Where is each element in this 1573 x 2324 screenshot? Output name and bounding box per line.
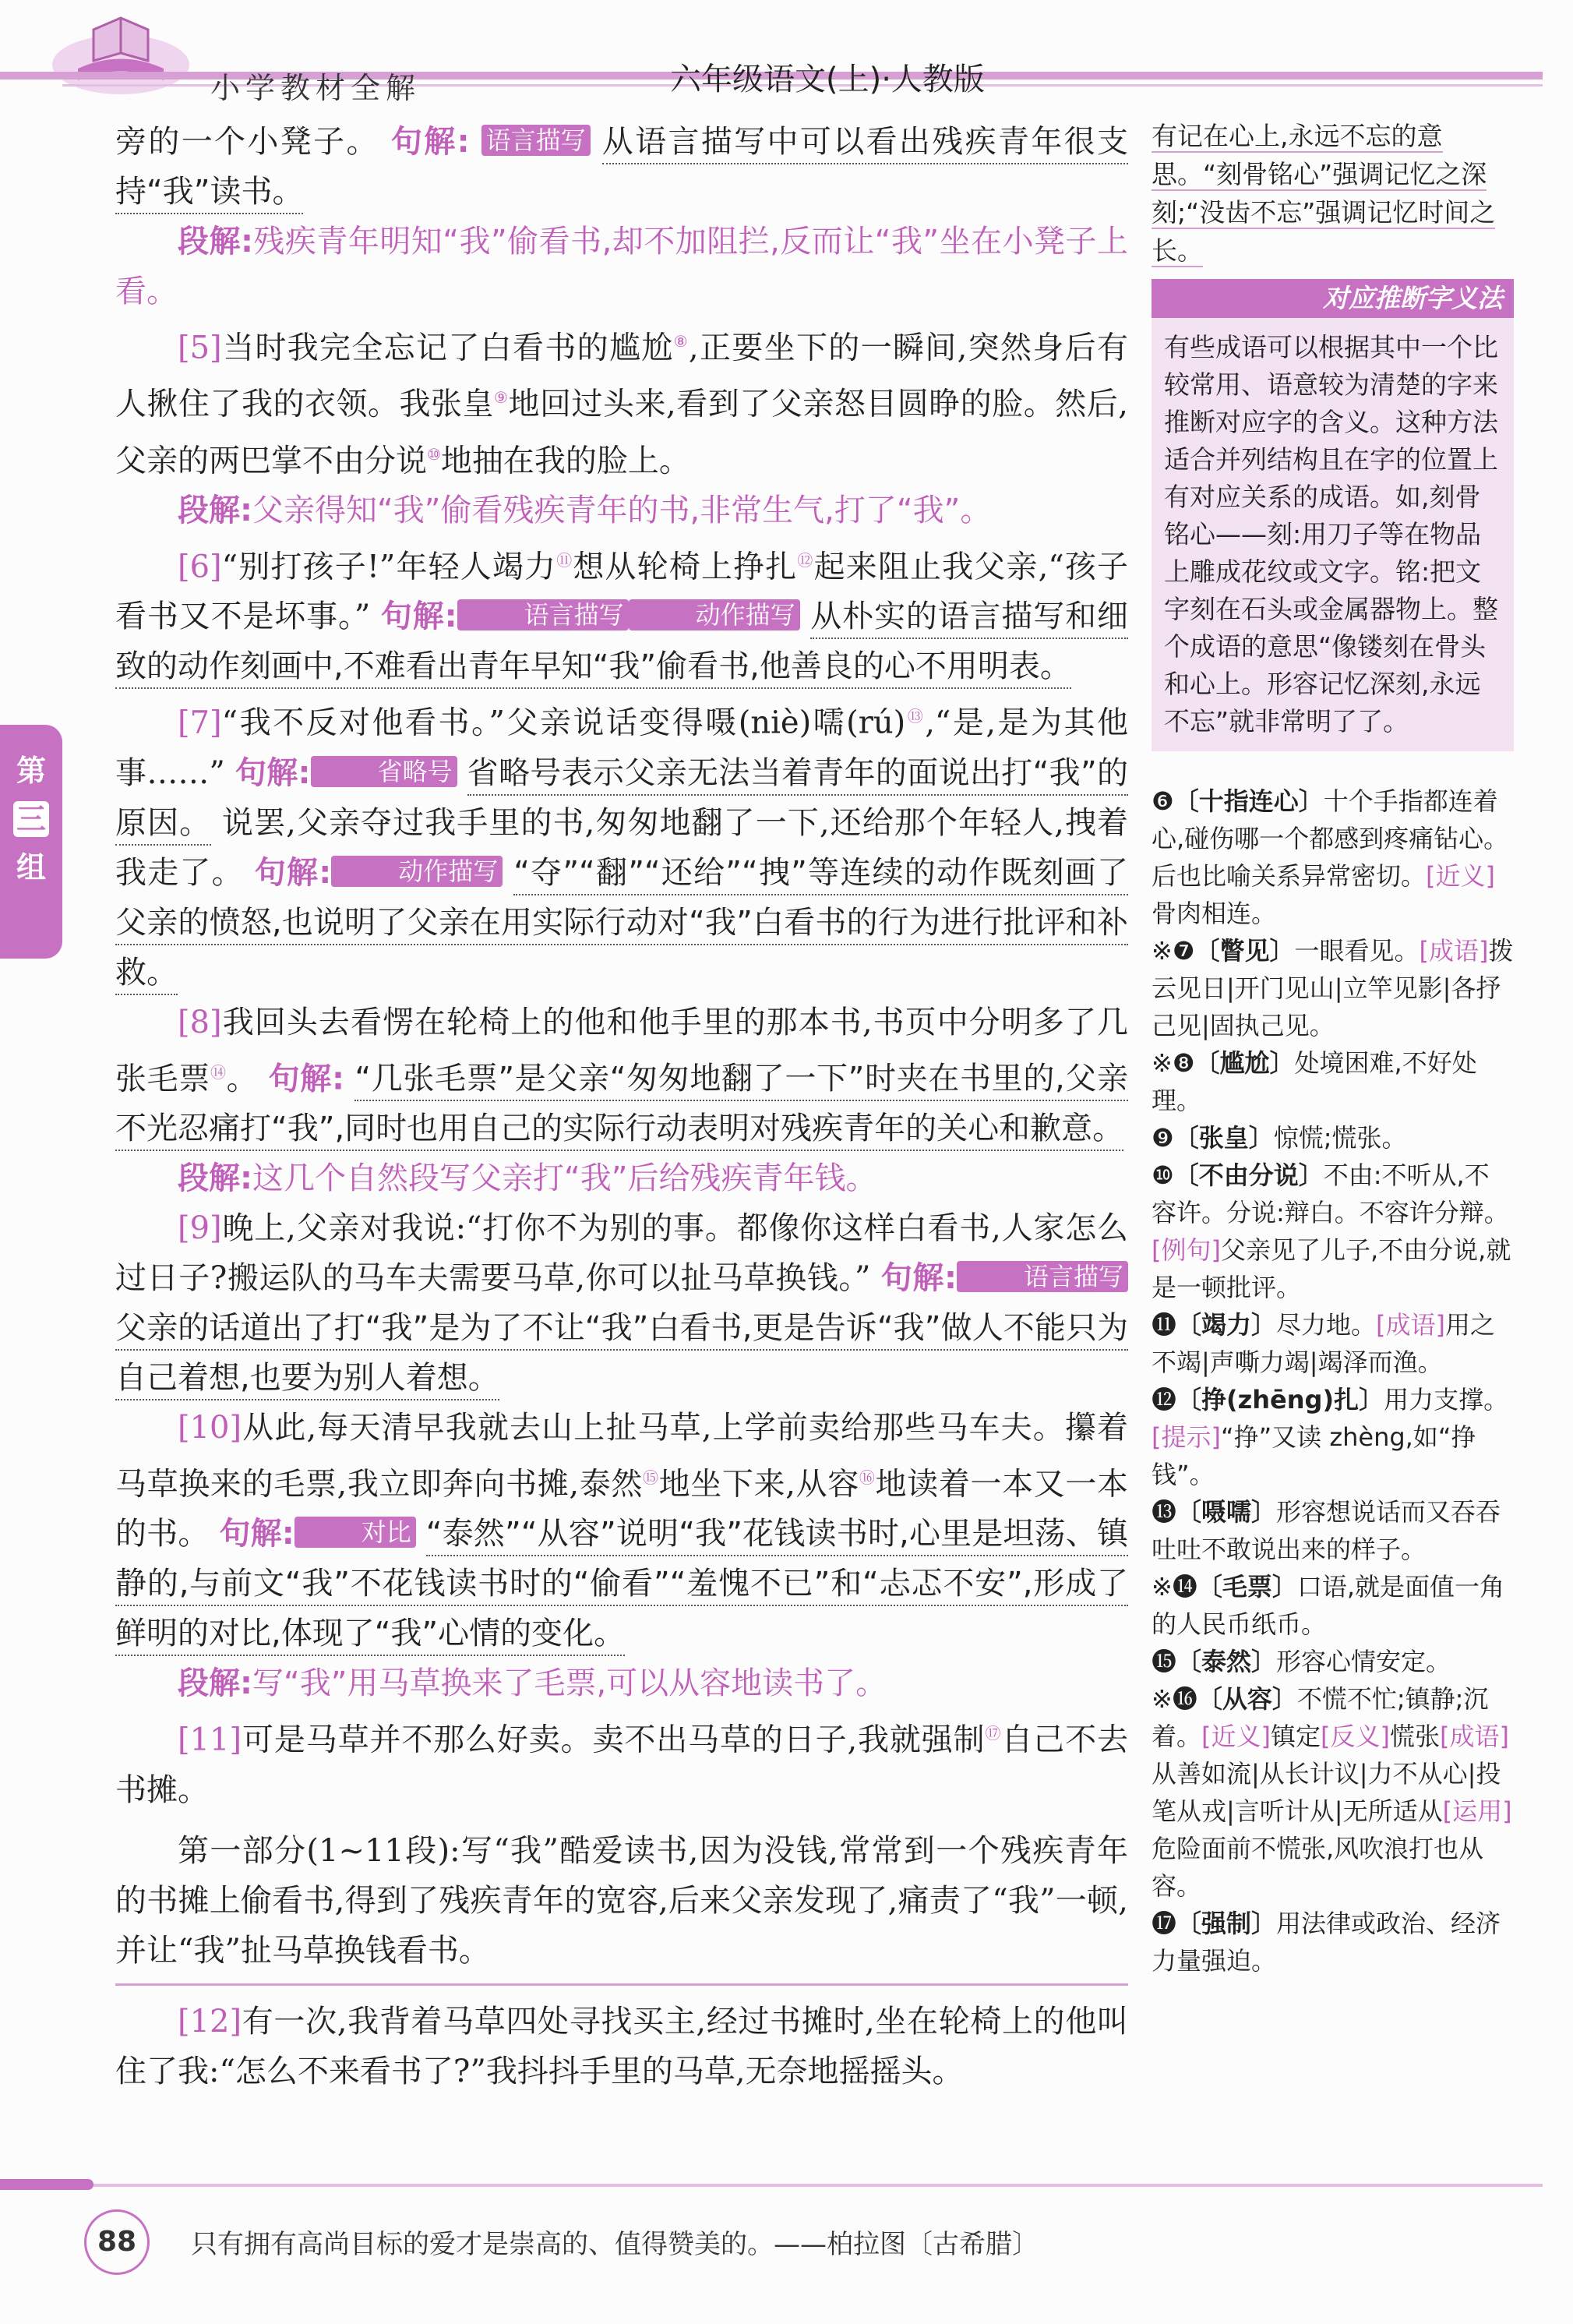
note-mark: ❿: [1152, 1160, 1174, 1190]
note-mark: ※❼: [1152, 936, 1195, 966]
paragraph-note-label: 段解:: [178, 492, 252, 528]
paragraph-note-text: 这几个自然段写父亲打“我”后给残疾青年钱。: [252, 1160, 877, 1196]
note-tag: 语言描写: [481, 125, 591, 156]
note-term: 〔挣(zhēng)扎〕: [1176, 1385, 1384, 1415]
paragraph-5: [115, 316, 1128, 486]
paragraph-number: [12]: [178, 2003, 242, 2040]
text: 我回头去看愣在轮椅上的他和他手里的那本书,书页中分明多了几张毛票: [115, 1004, 1128, 1097]
footnote-mark: ⑭: [210, 1062, 227, 1082]
note-term: 〔尴尬〕: [1194, 1048, 1295, 1078]
paragraph-number: [5]: [178, 330, 222, 366]
footnote-mark: ⑫: [797, 550, 814, 570]
series-title: 小学教材全解: [210, 71, 421, 105]
note-example: 从善如流|从长计议|力不从心|投笔从戎|言听计从|无所适从: [1152, 1759, 1501, 1826]
note-term: 〔竭力〕: [1176, 1310, 1277, 1340]
note-label: [成语]: [1440, 1722, 1509, 1751]
unit-side-tab: [0, 725, 62, 959]
method-box-text: 有些成语可以根据其中一个比较常用、语意较为清楚的字来推断对应字的含义。这种方法适合并列结构且在字的位置上有对应关系的成语。如,刻骨铭心——刻:用刀子等在物品上雕成花纹或文字。铭:把文字刻在石头或金属器物上。整个成语的意思“像镂刻在骨头和心上。形容记忆深刻,永远不忘”就非常明了了。: [1152, 318, 1514, 751]
sentence-annotation: “夺”“翻”“还给”“拽”等连续的动作既刻画了父亲的愤怒,也说明了父亲在用实际行动对“我”白看书的行为进行批评和补救。: [115, 855, 1128, 995]
note-label: [提示]: [1152, 1422, 1221, 1452]
note-text: 口语,就是面值一角的人民币纸币。: [1152, 1572, 1505, 1639]
note-example: 危险面前不慌张,风吹浪打也从容。: [1152, 1834, 1484, 1901]
book-title: 六年级语文(上)·人教版: [670, 62, 985, 97]
footnote-mark: ⑬: [905, 707, 926, 726]
vocab-note: [1152, 1905, 1514, 1980]
note-text: 不慌不忙;镇静;沉着。: [1152, 1684, 1489, 1751]
note-term: 〔从容〕: [1197, 1684, 1297, 1714]
note-label: [例句]: [1152, 1235, 1221, 1265]
text: 从此,每天清早我就去山上扯马草,上学前卖给那些马车夫。攥着马草换来的毛票,我立即奔向书摊,泰然: [115, 1409, 1128, 1503]
note-example: 镇定: [1271, 1722, 1321, 1751]
paragraph-number: [9]: [178, 1210, 222, 1246]
sentence-annotation: 父亲的话道出了打“我”是为了不让“我”白看书,更是告诉“我”做人不能只为自己着想,也要为别人着想。: [115, 1310, 1128, 1400]
footnote-mark: ⑧: [673, 332, 689, 351]
vocab-note: [1152, 1381, 1514, 1493]
note-term: 〔泰然〕: [1176, 1647, 1277, 1676]
paragraph-number: [8]: [178, 1004, 222, 1040]
note-label: [近义]: [1201, 1722, 1271, 1751]
note-text: 惊慌;慌张。: [1273, 1123, 1407, 1153]
paragraph-number: [11]: [178, 1722, 242, 1758]
note-mark: ※⓮: [1152, 1572, 1197, 1602]
note-tag: 省略号: [311, 756, 457, 787]
note-mark: ※⓰: [1152, 1684, 1197, 1714]
paragraph-note-label: 段解:: [178, 1160, 252, 1196]
note-mark: ※❽: [1152, 1048, 1195, 1078]
note-term: 〔强制〕: [1176, 1909, 1277, 1938]
sentence-note-label: 句解:: [235, 754, 311, 791]
note-mark: ⓫: [1152, 1310, 1177, 1340]
text: 起来阻止我父亲,“孩子看书又不是坏事。”: [115, 549, 1129, 635]
note-example: “挣”又读 zhèng,如“挣钱”。: [1152, 1422, 1476, 1489]
sentence-note-label: 句解:: [390, 124, 470, 160]
note-tag: 对比: [294, 1517, 416, 1548]
vocab-note: [1152, 932, 1514, 1044]
vocab-note: [1152, 1493, 1514, 1568]
note-mark: ❻: [1152, 786, 1174, 816]
footer-accent: [0, 2179, 93, 2190]
text: 地抽在我的脸上。: [440, 442, 690, 479]
side-tab-mid: 三: [13, 801, 49, 837]
text: 地坐下来,从容: [658, 1466, 859, 1503]
footnote-mark: ⑩: [427, 444, 441, 464]
text: 。: [226, 1060, 259, 1097]
text: “我不反对他看书。”父亲说话变得嗫(niè)嚅(rú): [221, 705, 906, 741]
sentence-annotation: 省略号表示父亲无法当着青年的面说出打“我”的原因。: [115, 755, 1128, 846]
vocab-note: [1152, 1044, 1514, 1119]
paragraph-note: [115, 1153, 1128, 1203]
paragraph-note: [115, 486, 1128, 535]
text: 可是马草并不那么好卖。卖不出马草的日子,我就强制: [242, 1722, 986, 1758]
sentence-note-label: 句解:: [380, 599, 457, 635]
note-term: 〔不由分说〕: [1173, 1160, 1324, 1190]
note-mark: ⓱: [1152, 1909, 1177, 1938]
text: “别打孩子!”年轻人竭力: [221, 549, 557, 585]
note-mark: ⓬: [1152, 1385, 1177, 1415]
note-text: 形容想说话而又吞吞吐吐不敢说出来的样子。: [1152, 1497, 1501, 1564]
footnote-mark: ⑰: [985, 1724, 1002, 1743]
footer-bar: [0, 2184, 1543, 2187]
vocab-note: [1152, 1568, 1514, 1643]
note-text: 用力支撑。: [1384, 1385, 1509, 1415]
vocabulary-notes: [1152, 782, 1514, 1980]
paragraph-note-text: 写“我”用马草换来了毛票,可以从容地读书了。: [252, 1665, 887, 1702]
note-label: [成语]: [1419, 936, 1489, 966]
paragraph-8: [115, 998, 1128, 1153]
paragraph-12: [115, 1997, 1128, 2096]
note-text: 尽力地。: [1276, 1310, 1377, 1340]
paragraph-note-label: 段解:: [178, 224, 253, 260]
text: 想从轮椅上挣扎: [573, 549, 798, 585]
note-text: 有记在心上,永远不忘的意思。“刻骨铭心”强调记忆之深刻;“没齿不忘”强调记忆时间之长。: [1152, 121, 1496, 266]
note-term: 〔十指连心〕: [1173, 786, 1324, 816]
note-tag: 动作描写: [629, 599, 800, 630]
paragraph-number: [6]: [178, 549, 222, 585]
sentence-annotation: “泰然”“从容”说明“我”花钱读书时,心里是坦荡、镇静的,与前文“我”不花钱读书时的“偷看”“羞愧不已”和“忐忑不安”,形成了鲜明的对比,体现了“我”心情的变化。: [115, 1516, 1128, 1656]
text: ,“是,是为其他事……”: [115, 705, 1128, 791]
note-text: 用法律或政治、经济力量强迫。: [1152, 1909, 1501, 1976]
paragraph-note-label: 段解:: [178, 1665, 252, 1702]
text: 晚上,父亲对我说:“打你不为别的事。都像你这样白看书,人家怎么过日子?搬运队的马车夫需要马草,你可以扯马草换钱。”: [115, 1210, 1128, 1296]
paragraph-number: [7]: [178, 705, 222, 741]
note-example: 骨肉相连。: [1152, 899, 1277, 928]
paragraph-note: [115, 217, 1128, 316]
page-number: 88: [84, 2209, 150, 2275]
vocab-note: [1152, 1306, 1514, 1381]
sentence-annotation: 从语言描写中可以看出残疾青年很支持“我”读书。: [115, 124, 1128, 214]
note-example: 用之不竭|声嘶力竭|竭泽而渔。: [1152, 1310, 1496, 1377]
paragraph-note-text: 残疾青年明知“我”偷看书,却不加阻拦,反而让“我”坐在小凳子上看。: [115, 224, 1128, 309]
text: 自己不去书摊。: [115, 1722, 1129, 1808]
note-tag: 动作描写: [331, 856, 503, 887]
note-term: 〔嗫嚅〕: [1176, 1497, 1277, 1527]
note-term: 〔瞥见〕: [1194, 936, 1295, 966]
footnote-mark: ⑪: [556, 550, 573, 570]
text: 当时我完全忘记了白看书的尴尬: [221, 330, 674, 366]
side-tab-bottom: 组: [16, 850, 46, 885]
vocab-note: [1152, 1157, 1514, 1306]
paragraph-7: [115, 691, 1128, 997]
note-tag: 语言描写: [957, 1261, 1128, 1292]
vocab-note: [1152, 782, 1514, 932]
idiom-note-continued: [1152, 117, 1514, 270]
text: 地读着一本又一本的书。: [115, 1466, 1129, 1552]
sentence-note-label: 句解:: [219, 1516, 294, 1552]
paragraph-continued: [115, 117, 1128, 217]
sentence-annotation: 从朴实的语言描写和细致的动作刻画中,不难看出青年早知“我”偷看书,他善良的心不用明表。: [115, 599, 1128, 689]
footnote-mark: ⑮: [643, 1468, 659, 1487]
text: 旁的一个小凳子。: [115, 124, 379, 160]
method-box-title: 对应推断字义法: [1152, 279, 1514, 318]
sentence-note-label: 句解:: [880, 1259, 957, 1296]
vocab-note: [1152, 1643, 1514, 1680]
paragraph-note-text: 父亲得知“我”偷看残疾青年的书,非常生气,打了“我”。: [252, 492, 992, 528]
paragraph-11: [115, 1708, 1128, 1814]
paragraph-9: [115, 1203, 1128, 1403]
main-column: [115, 117, 1128, 2096]
part-summary: 第一部分(1~11段):写“我”酷爱读书,因为没钱,常常到一个残疾青年的书摊上偷看书,得到了残疾青年的宽容,后来父亲发现了,痛责了“我”一顿,并让“我”扯马草换钱看书。: [115, 1832, 1128, 1969]
note-text: 形容心情安定。: [1276, 1647, 1451, 1676]
footnote-mark: ⑨: [494, 388, 509, 408]
sentence-note-label: 句解:: [268, 1060, 344, 1097]
note-text: 十个手指都连着心,碰伤哪一个都感到疼痛钻心。后也比喻关系异常密切。: [1152, 786, 1509, 891]
paragraph-note: [115, 1658, 1128, 1708]
note-text: 处境困难,不好处理。: [1152, 1048, 1477, 1115]
sentence-note-label: 句解:: [254, 854, 332, 891]
note-label: [成语]: [1376, 1310, 1446, 1340]
paragraph-6: [115, 535, 1128, 691]
note-label: [反义]: [1321, 1722, 1390, 1751]
text: ,正要坐下的一瞬间,突然身后有人揪住了我的衣领。我张皇: [115, 330, 1128, 422]
paragraph-number: [10]: [178, 1409, 242, 1446]
vocab-note: [1152, 1680, 1514, 1905]
text: 地回过头来,看到了父亲怒目圆睁的脸。然后,父亲的两巴掌不由分说: [115, 386, 1128, 479]
sentence-annotation: “几张毛票”是父亲“匆匆地翻了一下”时夹在书里的,父亲不光忍痛打“我”,同时也用自己的实际行动表明对残疾青年的关心和歉意。: [115, 1061, 1128, 1151]
note-mark: ⓯: [1152, 1647, 1177, 1676]
note-mark: ⓭: [1152, 1497, 1177, 1527]
note-term: 〔毛票〕: [1197, 1572, 1297, 1602]
note-example: 父亲见了儿子,不由分说,就是一顿批评。: [1152, 1235, 1511, 1302]
note-text: 不由:不听从,不容许。分说:辩白。不容许分辩。: [1152, 1160, 1509, 1227]
paragraph-10: [115, 1403, 1128, 1658]
vocab-note: [1152, 1119, 1514, 1157]
section-divider: [115, 1983, 1128, 1986]
note-example: 拨云见日|开门见山|立竿见影|各抒己见|固执己见。: [1152, 936, 1514, 1040]
note-tag: 语言描写: [457, 599, 629, 630]
note-label: [近义]: [1426, 861, 1495, 891]
text: 有一次,我背着马草四处寻找买主,经过书摊时,坐在轮椅上的他叫住了我:“怎么不来看书了?”我抖抖手里的马草,无奈地摇摇头。: [115, 2003, 1128, 2089]
note-term: 〔张皇〕: [1173, 1123, 1274, 1153]
text: 说罢,父亲夺过我手里的书,匆匆地翻了一下,还给那个年轻人,拽着我走了。: [115, 804, 1129, 891]
footer-quote: 只有拥有高尚目标的爱才是崇高的、值得赞美的。——柏拉图〔古希腊〕: [191, 2229, 1039, 2260]
note-mark: ❾: [1152, 1123, 1174, 1153]
side-notes-column: [1152, 117, 1514, 1980]
note-text: 一眼看见。: [1294, 936, 1420, 966]
note-example: 慌张: [1390, 1722, 1441, 1751]
note-label: [运用]: [1442, 1796, 1512, 1826]
footnote-mark: ⑯: [859, 1468, 876, 1487]
side-tab-top: 第: [16, 754, 46, 788]
